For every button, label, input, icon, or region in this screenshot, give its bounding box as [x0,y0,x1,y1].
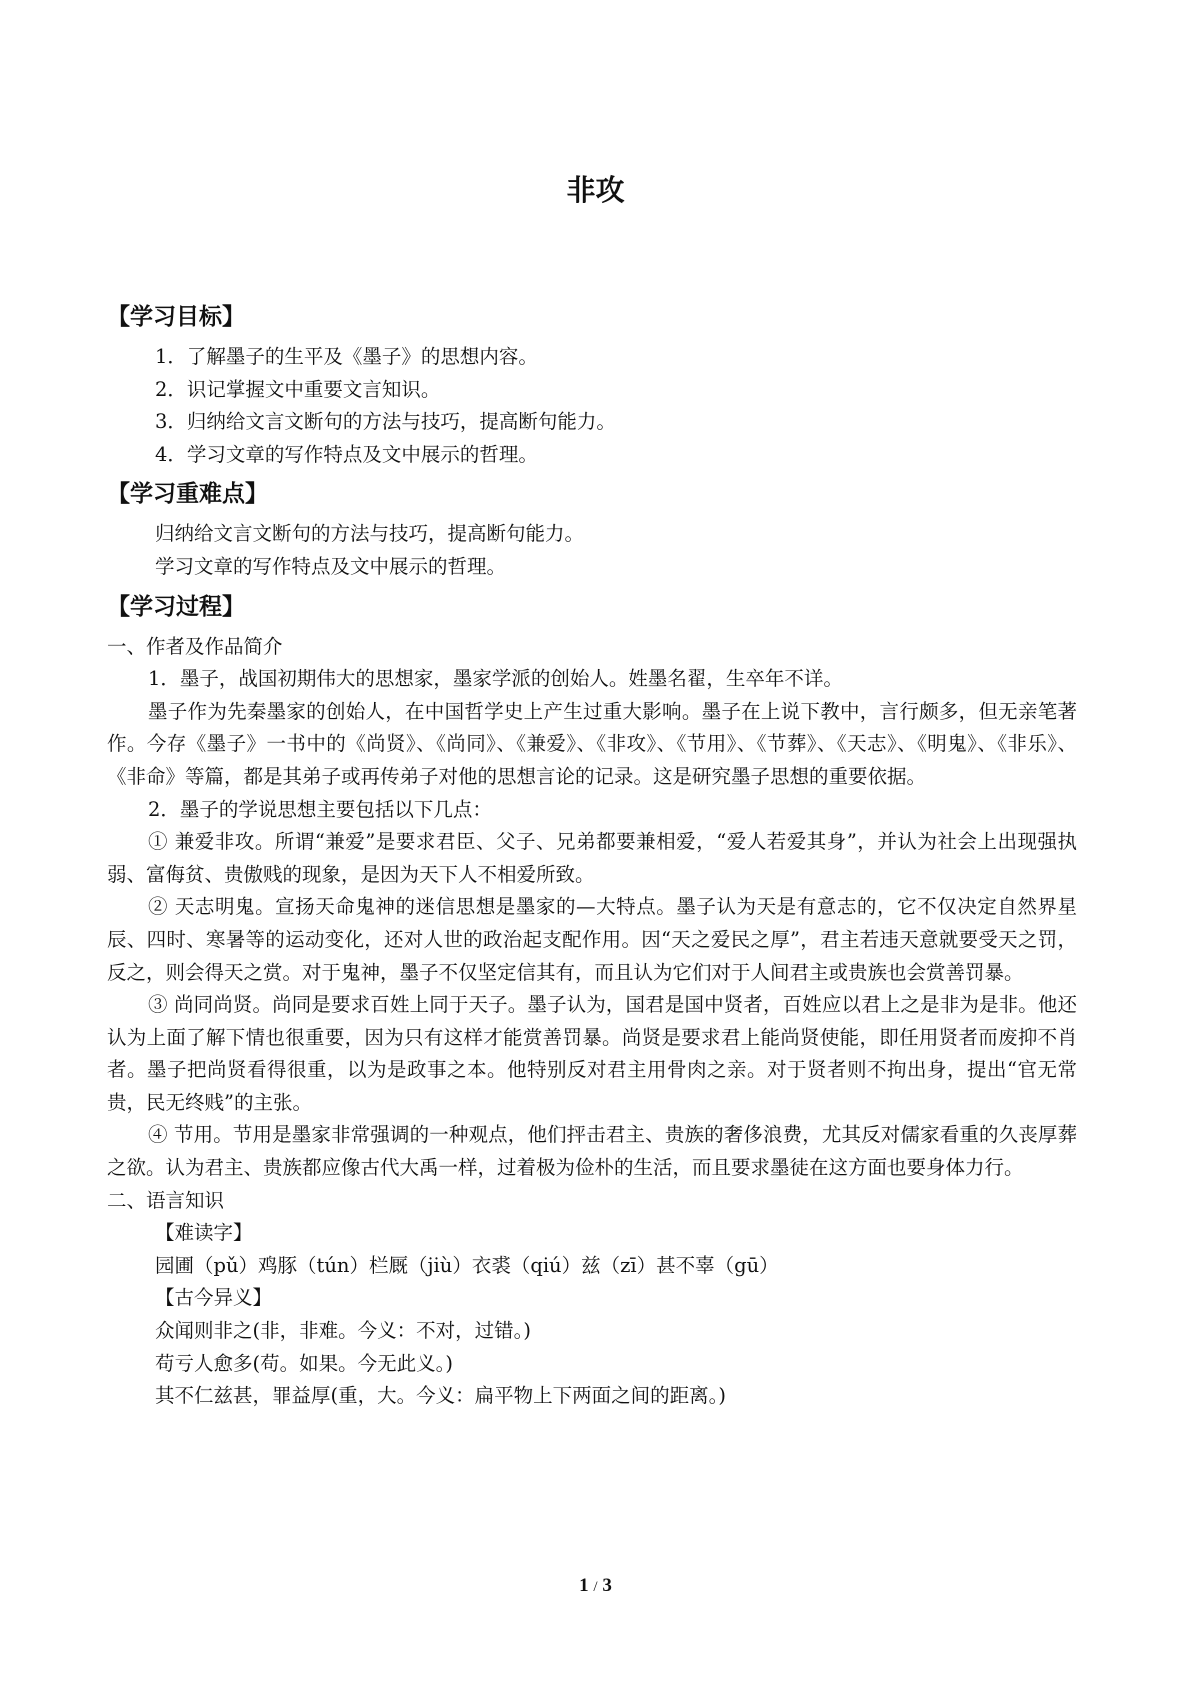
current-page: 1 [579,1575,589,1596]
section-heading-goals: 【学习目标】 [107,304,245,330]
subsection-heading-language: 二、语言知识 [107,1188,225,1212]
total-pages: 3 [602,1575,612,1596]
subheading-ancient-modern: 【古今异义】 [155,1286,273,1310]
example-line: 众闻则非之(非，非难。今义：不对，过错。) [155,1319,531,1343]
page-number [0,1574,1191,1599]
section-heading-process: 【学习过程】 [107,593,245,620]
paragraph: ② 天志明鬼。宣扬天命鬼神的迷信思想是墨家的—大特点。墨子认为天是有意志的，它不仅决定自然界星辰、四时、寒暑等的运动变化，还对人世的政治起支配作用。因“天之爱民之厚”，君主若违天意就要受天之罚，反之，则会得天之赏。对于鬼神，墨子不仅坚定信其有，而且认为它们对于人间君主或贵族也会赏善罚暴。 [107,895,1077,984]
paragraph: ④ 节用。节用是墨家非常强调的一种观点，他们抨击君主、贵族的奢侈浪费，尤其反对儒家看重的久丧厚葬之欲。认为君主、贵族都应像古代大禹一样，过着极为俭朴的生活，而且要求墨徒在这方面也要身体力行。 [107,1123,1077,1180]
example-line: 其不仁兹甚，罪益厚(重，大。今义：扁平物上下两面之间的距离。) [155,1384,726,1408]
goal-item: 3．归纳给文言文断句的方法与技巧，提高断句能力。 [155,410,616,434]
goal-item: 1．了解墨子的生平及《墨子》的思想内容。 [155,345,538,368]
example-line: 苟亏人愈多(苟。如果。今无此义。) [155,1351,453,1375]
page-separator: / [593,1579,598,1595]
difficulty-item: 归纳给文言文断句的方法与技巧，提高断句能力。 [155,522,585,546]
document-title: 非攻 [566,173,625,207]
subheading-hard-chars: 【难读字】 [155,1221,253,1245]
subsection-heading-author: 一、作者及作品简介 [107,634,283,658]
paragraph: 墨子作为先秦墨家的创始人，在中国哲学史上产生过重大影响。墨子在上说下教中，言行颇多，但无亲笔著作。今存《墨子》一书中的《尚贤》、《尚同》、《兼爱》、《非攻》、《节用》、《节葬》、《天志》、《明鬼》、《非乐》、《非命》等篇，都是其弟子或再传弟子对他的思想言论的记录。这是研究墨子思想的重要依据。 [107,699,1077,788]
section-heading-difficulties: 【学习重难点】 [107,481,268,508]
paragraph: ① 兼爱非攻。所谓“兼爱”是要求君臣、父子、兄弟都要兼相爱，“爱人若爱其身”，并认为社会上出现强执弱、富侮贫、贵傲贱的现象，是因为天下人不相爱所致。 [107,830,1077,886]
paragraph: ③ 尚同尚贤。尚同是要求百姓上同于天子。墨子认为，国君是国中贤者，百姓应以君上之是非为是非。他还认为上面了解下情也很重要，因为只有这样才能赏善罚暴。尚贤是要求君上能尚贤使能，即任用贤者而废抑不肖者。墨子把尚贤看得很重，以为是政事之本。他特别反对君主用骨肉之亲。对于贤者则不拘出身，提出“官无常贵，民无终贱”的主张。 [107,993,1077,1114]
difficulty-item: 学习文章的写作特点及文中展示的哲理。 [155,554,507,578]
document-body [107,300,1077,1413]
hard-chars-line: 园圃（pǔ）鸡豚（tún）栏厩（jiù）衣裘（qiú）兹（zī）甚不辜（gū） [155,1253,779,1277]
goal-item: 4．学习文章的写作特点及文中展示的哲理。 [155,442,538,466]
paragraph: 2．墨子的学说思想主要包括以下几点： [148,797,492,821]
goal-item: 2．识记掌握文中重要文言知识。 [155,377,441,401]
paragraph: 1．墨子，战国初期伟大的思想家，墨家学派的创始人。姓墨名翟，生卒年不详。 [148,667,843,691]
